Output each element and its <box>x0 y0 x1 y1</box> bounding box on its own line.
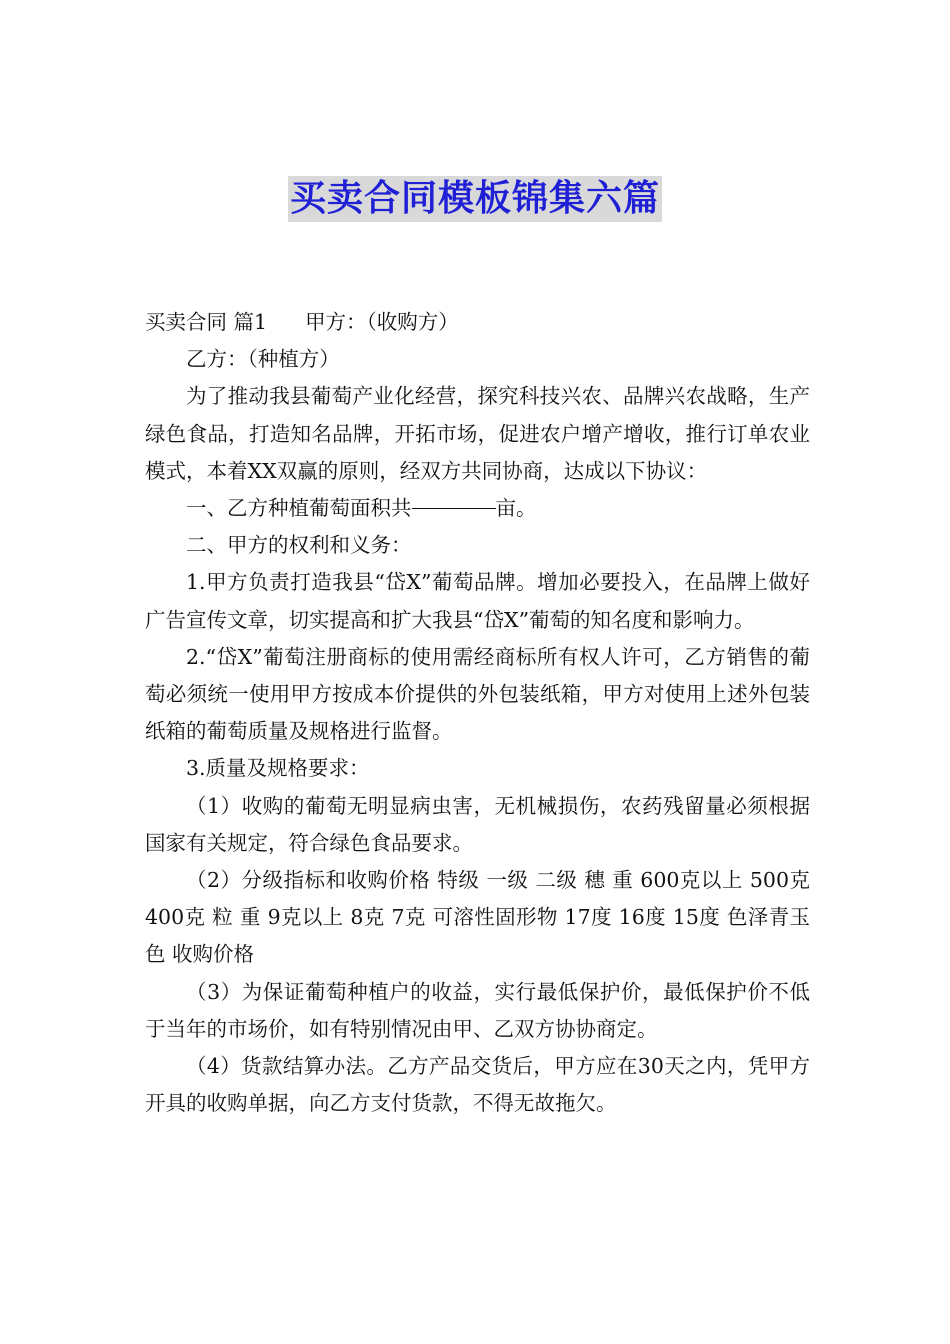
clause-1 <box>145 490 810 527</box>
clause-2-item-3-heading: 3.质量及规格要求： <box>186 756 370 781</box>
document-body <box>145 304 810 1122</box>
intro-paragraph: 为了推动我县葡萄产业化经营，探究科技兴农、品牌兴农战略，生产绿色食品，打造知名品牌，开拓市场，促进农户增产增收，推行订单农业模式，本着XX双赢的原则，经双方共同协商，达成以下协议： <box>145 384 810 483</box>
contract-heading: 买卖合同 篇1 <box>145 310 268 334</box>
heading-line <box>145 304 810 341</box>
quality-sub-4: （4）货款结算办法。乙方产品交货后，甲方应在30天之内，凭甲方开具的收购单据，向乙方支付货款，不得无故拖欠。 <box>145 1054 810 1116</box>
clause-1-unit: 亩。 <box>495 496 537 521</box>
quality-sub-1: （1）收购的葡萄无明显病虫害，无机械损伤，农药残留量必须根据国家有关规定，符合绿色食品要求。 <box>145 793 810 855</box>
quality-sub-3: （3）为保证葡萄种植户的收益，实行最低保护价，最低保护价不低于当年的市场价，如有特别情况由甲、乙双方协协商定。 <box>145 979 810 1041</box>
clause-2-item-1: 1.甲方负责打造我县“岱X”葡萄品牌。增加必要投入，在品牌上做好广告宣传文章，切实提高和扩大我县“岱X”葡萄的知名度和影响力。 <box>145 570 810 632</box>
title-container <box>0 176 950 222</box>
party-b-label: 乙方：（种植方） <box>186 347 340 372</box>
clause-2-item-2: 2.“岱X”葡萄注册商标的使用需经商标所有权人许可，乙方销售的葡萄必须统一使用甲方按成本价提供的外包装纸箱，甲方对使用上述外包装纸箱的葡萄质量及规格进行监督。 <box>145 644 810 744</box>
document-title: 买卖合同模板锦集六篇 <box>288 176 662 222</box>
clause-2-heading: 二、甲方的权利和义务： <box>186 533 412 558</box>
clause-1-text: 一、乙方种植葡萄面积共 <box>186 496 412 521</box>
party-a-label: 甲方：（收购方） <box>305 310 459 334</box>
quality-sub-2: （2）分级指标和收购价格 特级 一级 二级 穗 重 600克以上 500克 400克 粒 重 9克以上 8克 7克 可溶性固形物 17度 16度 15度 色泽青玉色 收购价格 <box>145 868 810 967</box>
area-blank-line <box>412 507 496 509</box>
